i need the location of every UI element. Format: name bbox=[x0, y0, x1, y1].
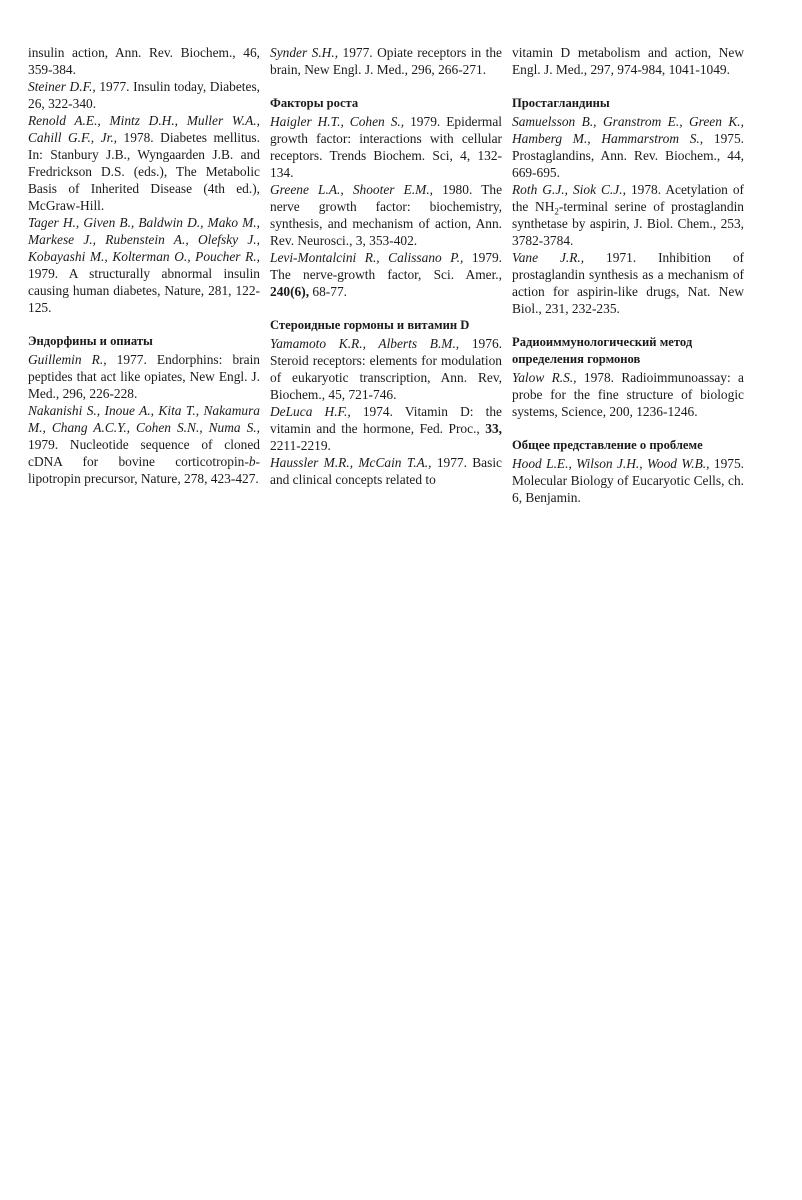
reference-text: insulin action, Ann. Rev. Biochem., 46, 359-384. bbox=[28, 45, 260, 77]
reference-entry bbox=[270, 249, 502, 300]
reference-text: -terminal serine of prostaglandin synthetase by aspirin, J. Biol. Chem., 253, 3782-3784. bbox=[512, 199, 744, 248]
reference-text: 1977. Endorphins: brain peptides that act like opiates, New Engl. J. Med., 296, 226-228. bbox=[28, 352, 260, 401]
reference-authors: Nakanishi S., Inoue A., Kita T., Nakamura M., Chang A.C.Y., Cohen S.N., Numa S., bbox=[28, 403, 260, 435]
reference-authors: DeLuca H.F., bbox=[270, 404, 351, 419]
reference-authors: Steiner D.F., bbox=[28, 79, 96, 94]
reference-authors: Guillemin R., bbox=[28, 352, 107, 367]
reference-entry bbox=[512, 369, 744, 420]
reference-entry bbox=[270, 335, 502, 403]
reference-text: 1977. Opiate receptors in the brain, New Engl. J. Med., 296, 266-271. bbox=[270, 45, 502, 77]
reference-authors: Synder S.H., bbox=[270, 45, 339, 60]
reference-authors: Hood L.E., Wilson J.H., Wood W.B., bbox=[512, 456, 710, 471]
column-1 bbox=[28, 44, 260, 487]
reference-authors: Greene L.A., Shooter E.M., bbox=[270, 182, 434, 197]
reference-text: 1977. Insulin today, Diabetes, 26, 322-340. bbox=[28, 79, 260, 111]
reference-entry bbox=[512, 44, 744, 78]
reference-entry bbox=[270, 454, 502, 488]
reference-text: 2211-2219. bbox=[270, 438, 331, 453]
reference-text: 1978. Acetylation of the NH bbox=[512, 182, 744, 214]
reference-entry bbox=[28, 112, 260, 214]
column-2 bbox=[270, 44, 502, 488]
subscript: 2 bbox=[554, 206, 559, 217]
reference-authors: Vane J.R., bbox=[512, 250, 585, 265]
reference-text: 1975. Molecular Biology of Eucaryotic Cells, ch. 6, Benjamin. bbox=[512, 456, 745, 505]
reference-authors: Roth G.J., Siok C.J., bbox=[512, 182, 626, 197]
reference-authors: Levi-Montalcini R., Calissano P., bbox=[270, 250, 464, 265]
reference-text: -lipotropin precursor, Nature, 278, 423-427. bbox=[28, 454, 260, 486]
reference-text: 1978. Radioimmunoassay: a probe for the fine structure of biologic systems, Science, 200, 1236-1246. bbox=[512, 370, 744, 419]
reference-text: 1977. Basic and clinical concepts related to bbox=[270, 455, 503, 487]
reference-volume: 33, bbox=[485, 421, 502, 436]
section-heading-radioimmunoassay: Радиоиммунологический метод определения гормонов bbox=[512, 335, 693, 366]
section-heading-steroid-hormones: Стероидные гормоны и витамин D bbox=[270, 318, 470, 332]
reference-text: 1974. Vitamin D: the vitamin and the hormone, Fed. Proc., bbox=[270, 404, 502, 436]
reference-text: 1971. Inhibition of prostaglandin synthesis as a mechanism of action for aspirin-like drugs, Nat. New Biol., 231, 232-235. bbox=[512, 250, 744, 316]
reference-authors: Renold A.E., Mintz D.H., Muller W.A., Cahill G.F., Jr., bbox=[28, 113, 260, 145]
reference-entry bbox=[270, 181, 502, 249]
reference-text: 1980. The nerve growth factor: biochemistry, synthesis, and mechanism of action, Ann. Rev. Neurosci., 3, 353-402. bbox=[270, 182, 503, 248]
section-heading-growth-factors: Факторы роста bbox=[270, 96, 359, 110]
reference-entry bbox=[270, 44, 502, 78]
reference-authors: Haussler M.R., McCain T.A., bbox=[270, 455, 432, 470]
reference-authors: Yamamoto K.R., Alberts B.M., bbox=[270, 336, 460, 351]
reference-authors: Haigler H.T., Cohen S., bbox=[270, 114, 405, 129]
reference-entry bbox=[270, 113, 502, 181]
reference-entry bbox=[28, 214, 260, 316]
reference-text: 1975. Prostaglandins, Ann. Rev. Biochem., 44, 669-695. bbox=[512, 131, 744, 180]
reference-entry bbox=[28, 402, 260, 487]
reference-entry bbox=[28, 351, 260, 402]
reference-authors: Yalow R.S., bbox=[512, 370, 577, 385]
reference-authors: Tager H., Given B., Baldwin D., Mako M., Markese J., Rubenstein A., Olefsky J., Kobayashi M., Kolterman O., Poucher R., bbox=[28, 215, 260, 264]
reference-authors: Samuelsson B., Granstrom E., Green K., Hamberg M., Hammarstrom S., bbox=[512, 114, 744, 146]
reference-entry bbox=[28, 44, 260, 78]
column-3 bbox=[512, 44, 744, 506]
section-heading-endorphins: Эндорфины и опиаты bbox=[28, 334, 153, 348]
reference-entry bbox=[512, 113, 744, 181]
section-heading-prostaglandins: Простагландины bbox=[512, 96, 610, 110]
reference-text: 1979. A structurally abnormal insulin causing human diabetes, Nature, 281, 122-125. bbox=[28, 266, 260, 315]
reference-entry bbox=[512, 249, 744, 317]
reference-entry bbox=[512, 181, 744, 249]
reference-text: vitamin D metabolism and action, New Engl. J. Med., 297, 974-984, 1041-1049. bbox=[512, 45, 744, 77]
reference-entry bbox=[512, 455, 744, 506]
reference-text: 68-77. bbox=[309, 284, 347, 299]
reference-text: 1978. Diabetes mellitus. In: Stanbury J.B., Wyngaarden J.B. and Fredrickson D.S. (eds.), The Metabolic Basis of Inherited Disease (4th ed.), McGraw-Hill. bbox=[28, 130, 260, 213]
reference-text: 1979. Epidermal growth factor: interactions with cellular receptors. Trends Biochem. Sci, 4, 132-134. bbox=[270, 114, 502, 180]
reference-text: 1979. The nerve-growth factor, Sci. Amer., bbox=[270, 250, 502, 282]
reference-text: 1979. Nucleotide sequence of cloned cDNA for bovine corticotropin- bbox=[28, 437, 260, 469]
reference-volume: 240(6), bbox=[270, 284, 310, 299]
reference-greek-symbol: b bbox=[248, 454, 256, 469]
section-heading-general-overview: Общее представление о проблеме bbox=[512, 438, 703, 452]
reference-entry bbox=[270, 403, 502, 454]
reference-entry bbox=[28, 78, 260, 112]
reference-text: 1976. Steroid receptors: elements for modulation of eukaryotic transcription, Ann. Rev, Biochem., 45, 721-746. bbox=[270, 336, 502, 402]
